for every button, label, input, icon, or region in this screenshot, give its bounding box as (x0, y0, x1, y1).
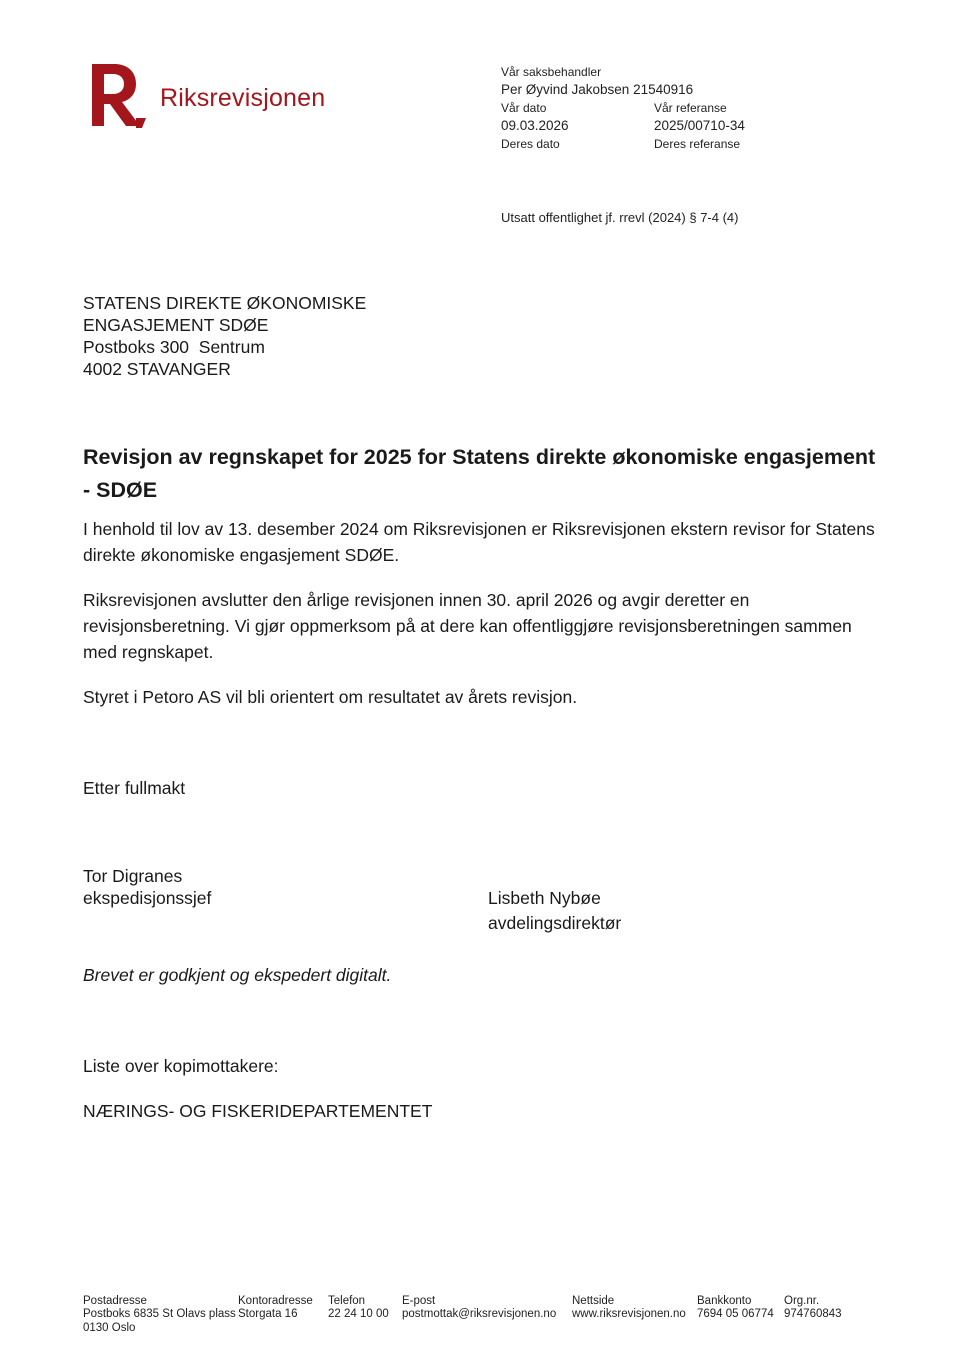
footer-kontoradresse (238, 1295, 313, 1321)
signer-title: avdelingsdirektør (488, 913, 622, 933)
recipient-line: Postboks 300 Sentrum (83, 337, 265, 357)
signer-title: ekspedisjonssjef (83, 888, 212, 908)
footer-postadresse (83, 1295, 236, 1335)
paragraph-3: Styret i Petoro AS vil bli orientert om resultatet av årets revisjon. (83, 687, 578, 707)
digital-approval-note: Brevet er godkjent og ekspedert digitalt. (83, 965, 392, 985)
signer-name: Lisbeth Nybøe (488, 888, 601, 908)
deres-referanse-label: Deres referanse (654, 137, 741, 151)
footer-label: E-post (402, 1295, 436, 1307)
copy-recipients-label: Liste over kopimottakere: (83, 1056, 279, 1076)
recipient-line: STATENS DIREKTE ØKONOMISKE (83, 293, 367, 313)
var-referanse-label: Vår referanse (654, 101, 727, 115)
var-dato-label: Vår dato (501, 101, 547, 115)
recipient-address (83, 292, 366, 380)
footer-label: Postadresse (83, 1295, 147, 1307)
recipient-line: 4002 STAVANGER (83, 359, 231, 379)
signer-name: Tor Digranes (83, 866, 183, 886)
saksbehandler-value: Per Øyvind Jakobsen 21540916 (501, 82, 694, 97)
footer-website-link[interactable]: www.riksrevisjonen.no (572, 1308, 686, 1320)
footer-value: 974760843 (784, 1308, 842, 1320)
closing-phrase: Etter fullmakt (83, 778, 186, 798)
footer-value: 22 24 10 00 (328, 1308, 389, 1320)
footer-bankkonto (697, 1295, 774, 1321)
footer-label: Bankkonto (697, 1295, 752, 1307)
footer-nettside (572, 1295, 686, 1321)
copy-recipient-item: NÆRINGS- OG FISKERIDEPARTEMENTET (83, 1101, 433, 1121)
footer-value: Postboks 6835 St Olavs plass (83, 1308, 236, 1320)
footer-label: Kontoradresse (238, 1295, 313, 1307)
recipient-line: ENGASJEMENT SDØE (83, 315, 269, 335)
offentlighet-note: Utsatt offentlighet jf. rrevl (2024) § 7-4 (4) (501, 210, 739, 225)
signature-right (488, 886, 621, 936)
footer-label: Nettside (572, 1295, 615, 1307)
footer-epost (402, 1295, 556, 1321)
brand-name: Riksrevisjonen (160, 83, 326, 112)
footer-value: 0130 Oslo (83, 1322, 136, 1334)
deres-dato-label: Deres dato (501, 137, 560, 151)
saksbehandler-label: Vår saksbehandler (501, 65, 602, 79)
paragraph-1: I henhold til lov av 13. desember 2024 om Riksrevisjonen er Riksrevisjonen ekstern revisor for Statens direkte økonomiske engasjement SDØE. (83, 519, 875, 565)
footer-email-link[interactable]: postmottak@riksrevisjonen.no (402, 1308, 557, 1320)
footer-orgnr (784, 1295, 842, 1321)
footer-value: 7694 05 06774 (697, 1308, 774, 1320)
var-referanse-value: 2025/00710-34 (654, 118, 745, 133)
riksrevisjonen-r-icon (90, 62, 146, 128)
footer-value: Storgata 16 (238, 1308, 298, 1320)
letter-heading: Revisjon av regnskapet for 2025 for Statens direkte økonomiske engasjement - SDØE (83, 445, 876, 502)
footer-telefon (328, 1295, 389, 1321)
footer-label: Org.nr. (784, 1295, 820, 1307)
riksrevisjonen-logo (90, 62, 325, 128)
footer-label: Telefon (328, 1295, 366, 1307)
var-dato-value: 09.03.2026 (501, 118, 569, 133)
paragraph-2: Riksrevisjonen avslutter den årlige revisjonen innen 30. april 2026 og avgir deretter en revisjonsberetning. Vi gjør oppmerksom på at dere kan offentliggjøre revisjonsberetningen sammen med regnskapet. (83, 590, 852, 662)
signature-left (83, 865, 211, 909)
